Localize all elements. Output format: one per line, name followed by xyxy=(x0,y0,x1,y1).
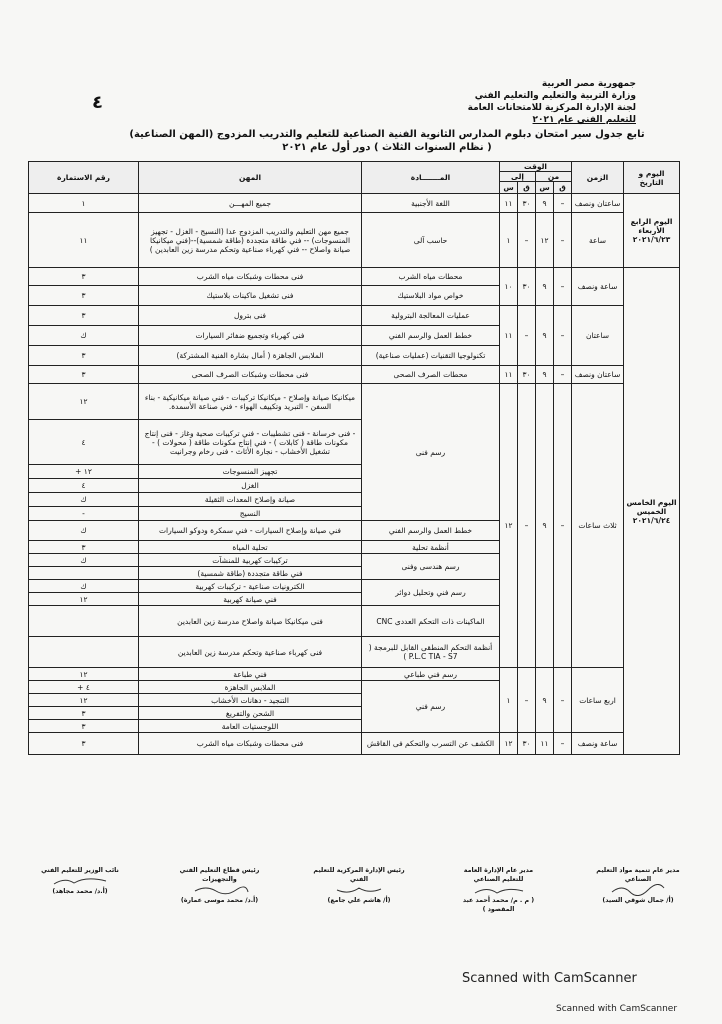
table-row xyxy=(29,213,680,268)
form-cell: ٣ xyxy=(29,268,139,286)
from-min-cell: – xyxy=(554,268,572,306)
header-from: من xyxy=(536,172,572,182)
form-cell: ١ xyxy=(29,194,139,213)
subject-cell: عمليات المعالجة البترولية xyxy=(362,306,500,326)
signature-role: رئيس الإدارة المركزية للتعليم الفني xyxy=(313,867,405,883)
from-min-cell: – xyxy=(554,384,572,668)
form-cell: ٤ xyxy=(29,479,139,493)
header-form: رقم الاستمارة xyxy=(29,162,139,194)
issuing-authority xyxy=(436,78,636,126)
professions-cell: فني صيانة كهربية xyxy=(139,593,362,606)
day-cell: اليوم الخامس الخميس ٢٠٢١/٦/٢٤ xyxy=(624,268,680,755)
from-hour-cell: ١٢ xyxy=(536,213,554,268)
subject-cell: أنظمة تحلية xyxy=(362,541,500,554)
from-hour-cell: ٩ xyxy=(536,306,554,366)
form-cell: ك xyxy=(29,326,139,346)
header-to: إلى xyxy=(500,172,536,182)
subject-cell: خطط العمل والرسم الفني xyxy=(362,521,500,541)
professions-cell: اللوجستيات العامة xyxy=(139,720,362,733)
handwritten-signature xyxy=(190,884,250,896)
duration-cell: ساعتان ونصف xyxy=(572,366,624,384)
professions-cell: صيانة وإصلاح المعدات الثقيلة xyxy=(139,493,362,507)
to-min-cell: ٣٠ xyxy=(518,268,536,306)
from-min-cell: – xyxy=(554,668,572,733)
duration-cell: ساعتان xyxy=(572,306,624,366)
form-cell: ٣ xyxy=(29,286,139,306)
signature-name: ( م . م/ محمد أحمد عبد المقصود ) xyxy=(462,897,535,913)
from-hour-cell: ٩ xyxy=(536,668,554,733)
duration-cell: ساعة ونصف xyxy=(572,268,624,306)
to-min-cell: – xyxy=(518,213,536,268)
subject-cell: الكشف عن التسرب والتحكم فى القاقش xyxy=(362,733,500,755)
table-row xyxy=(29,306,680,326)
signature-name: (أ.د/ محمد مجاهد) xyxy=(52,888,108,895)
subject-cell: محطات الصرف الصحى xyxy=(362,366,500,384)
form-cell: ١٢ xyxy=(29,694,139,707)
authority-line: جمهورية مصر العربية xyxy=(541,79,636,89)
subject-cell: محطات مياه الشرب xyxy=(362,268,500,286)
to-hour-cell: ١ xyxy=(500,213,518,268)
professions-cell: الشحن والتفريغ xyxy=(139,707,362,720)
table-row xyxy=(29,366,680,384)
professions-cell: جميع المهـــن xyxy=(139,194,362,213)
form-cell: ٣ xyxy=(29,707,139,720)
signature-block xyxy=(313,866,405,914)
professions-cell: فني طباعة xyxy=(139,668,362,681)
subject-cell: اللغة الأجنبية xyxy=(362,194,500,213)
signature-block xyxy=(34,866,126,914)
table-row xyxy=(29,194,680,213)
handwritten-signature xyxy=(469,884,529,896)
form-cell: ٣ xyxy=(29,366,139,384)
professions-cell: الملابس الجاهزة ( أمال بشارة الفنية المشتركة) xyxy=(139,346,362,366)
authority-line: وزارة التربية والتعليم والتعليم الفني xyxy=(474,91,636,101)
form-cell: - xyxy=(29,507,139,521)
from-hour-cell: ٩ xyxy=(536,268,554,306)
table-row xyxy=(29,268,680,286)
subject-cell: حاسب آلى xyxy=(362,213,500,268)
signature-name: (أ.د/ محمد موسى عمارة) xyxy=(180,897,259,904)
table-row xyxy=(29,668,680,681)
from-min-cell: – xyxy=(554,366,572,384)
form-cell xyxy=(29,567,139,580)
from-min-cell: – xyxy=(554,194,572,213)
from-hour-cell: ١١ xyxy=(536,733,554,755)
professions-cell: تجهيز المنسوجات xyxy=(139,465,362,479)
from-min-cell: – xyxy=(554,733,572,755)
to-hour-cell: ١١ xyxy=(500,194,518,213)
form-cell xyxy=(29,637,139,668)
signature-block xyxy=(174,866,266,914)
signature-block xyxy=(592,866,684,914)
subject-cell: رسم هندسى وفنى xyxy=(362,554,500,580)
exam-schedule-table xyxy=(28,161,680,755)
subject-cell: أنظمة التحكم المنطقى القابل للبرمجة ( P.L.C TIA - S7 ) xyxy=(362,637,500,668)
form-cell: ك xyxy=(29,493,139,507)
handwritten-signature xyxy=(329,884,389,896)
professions-cell: فني صيانة وإصلاح السيارات - فني سمكرة ودوكو السيارات xyxy=(139,521,362,541)
professions-cell: النسيج xyxy=(139,507,362,521)
professions-cell: فنى محطات وشبكات الصرف الصحى xyxy=(139,366,362,384)
signature-role: نائب الوزير للتعليم الفني xyxy=(41,867,119,874)
duration-cell: ثلاث ساعات xyxy=(572,384,624,668)
scanner-watermark: Scanned with CamScanner xyxy=(462,971,637,986)
handwritten-signature xyxy=(50,875,110,887)
handwritten-signature xyxy=(608,884,668,896)
to-hour-cell: ١٢ xyxy=(500,733,518,755)
signature-role: رئيس قطاع التعليم الفني والتجهيزات xyxy=(179,867,260,883)
signature-role: مدير عام تنمية مواد التعليم الصناعي xyxy=(596,867,680,883)
professions-cell: فنى محطات وشبكات مياه الشرب xyxy=(139,733,362,755)
professions-cell: الكترونيات صناعية - تركيبات كهربية xyxy=(139,580,362,593)
professions-cell: ميكانيكا صيانة وإصلاح - ميكانيكا تركيبات - فني صيانة ميكانيكية - بناء السفن - التبريد وتكييف الهواء - فني صناعة الأسمدة. xyxy=(139,384,362,420)
subject-cell: رسم فني وتحليل دوائر xyxy=(362,580,500,606)
title-line-2: ( نظام السنوات الثلاث ) دور أول عام ٢٠٢١ xyxy=(282,142,492,153)
professions-cell: فنى بترول xyxy=(139,306,362,326)
professions-cell: تحلية المياة xyxy=(139,541,362,554)
document-title xyxy=(120,128,654,154)
signature-role: مدير عام الإدارة العامة للتعليم الصناعي xyxy=(463,867,534,883)
to-min-cell: – xyxy=(518,384,536,668)
form-cell: ٤ xyxy=(29,420,139,465)
scanner-footer: Scanned with CamScanner xyxy=(556,1004,678,1014)
header-professions: المهن xyxy=(139,162,362,194)
form-cell: ١٢ xyxy=(29,593,139,606)
form-cell: ١٢ xyxy=(29,668,139,681)
header-duration: الزمن xyxy=(572,162,624,194)
professions-cell: تركيبات كهربية للمنشآت xyxy=(139,554,362,567)
professions-cell: الملابس الجاهزة xyxy=(139,681,362,694)
professions-cell: فني طاقة متجددة (طاقة شمسية) xyxy=(139,567,362,580)
from-min-cell: – xyxy=(554,213,572,268)
header-to-sec: س xyxy=(500,182,518,194)
from-hour-cell: ٩ xyxy=(536,366,554,384)
form-cell xyxy=(29,606,139,637)
authority-line: لجنة الإدارة المركزية للامتحانات العامة xyxy=(467,103,636,113)
professions-cell: التنجيد - دهانات الأخشاب xyxy=(139,694,362,707)
to-hour-cell: ١١ xyxy=(500,366,518,384)
form-cell: ١٢ + xyxy=(29,465,139,479)
professions-cell: فنى ميكانيكا صيانة واصلاح مدرسة زين العابدين xyxy=(139,606,362,637)
table-row xyxy=(29,733,680,755)
subject-cell: رسم فنى xyxy=(362,384,500,521)
subject-cell: تكنولوجيا التقنيات (عمليات صناعية) xyxy=(362,346,500,366)
form-cell: ٣ xyxy=(29,306,139,326)
form-cell: ٣ xyxy=(29,720,139,733)
table-row xyxy=(29,384,680,420)
to-hour-cell: ١٢ xyxy=(500,384,518,668)
header-from-sec: س xyxy=(536,182,554,194)
form-cell: ك xyxy=(29,580,139,593)
to-hour-cell: ١٠ xyxy=(500,268,518,306)
to-hour-cell: ١١ xyxy=(500,306,518,366)
subject-cell: رسم فني xyxy=(362,681,500,733)
professions-cell: فنى كهرباء صناعية وتحكم مدرسة زين العابدين xyxy=(139,637,362,668)
to-hour-cell: ١ xyxy=(500,668,518,733)
professions-cell: فنى تشغيل ماكينات بلاستيك xyxy=(139,286,362,306)
subject-cell: خواص مواد البلاستيك xyxy=(362,286,500,306)
header-day: اليوم و التاريخ xyxy=(624,162,680,194)
signature-name: (أ/ هاشم علي جامع) xyxy=(327,897,391,904)
form-cell: ٣ xyxy=(29,541,139,554)
professions-cell: فنى محطات وشبكات مياه الشرب xyxy=(139,268,362,286)
to-min-cell: ٣٠ xyxy=(518,366,536,384)
signature-block xyxy=(453,866,545,914)
header-subject: المـــــــادة xyxy=(362,162,500,194)
to-min-cell: ٣٠ xyxy=(518,733,536,755)
professions-cell: فنى كهرباء وتجميع ضفائر السيارات xyxy=(139,326,362,346)
form-cell: ك xyxy=(29,521,139,541)
to-min-cell: ٣٠ xyxy=(518,194,536,213)
form-cell: ١١ xyxy=(29,213,139,268)
authority-line: للتعليم الفني عام ٢٠٢١ xyxy=(532,115,636,125)
form-cell: ١٢ xyxy=(29,384,139,420)
form-cell: ٣ xyxy=(29,733,139,755)
signature-name: (أ/ جمال شوقي السيد) xyxy=(602,897,674,904)
form-cell: ك xyxy=(29,554,139,567)
header-from-min: ق xyxy=(554,182,572,194)
to-min-cell: – xyxy=(518,306,536,366)
professions-cell: - فنى خرسانة - فنى تشطيبات - فني تركيبات صحية وغاز - فنى إنتاج مكونات طاقة ( كابلات ) - فني إنتاج مكونات طاقة ( محولات ) - تشغيل الأخشاب - نجارة الأثاث - فنى رخام وجرانيت xyxy=(139,420,362,465)
day-cell: اليوم الرابع الأربعاء ٢٠٢١/٦/٢٣ xyxy=(624,194,680,268)
duration-cell: ساعة xyxy=(572,213,624,268)
page-number: ٤ xyxy=(92,92,103,113)
duration-cell: ساعتان ونصف xyxy=(572,194,624,213)
subject-cell: رسم فني طباعي xyxy=(362,668,500,681)
from-hour-cell: ٩ xyxy=(536,194,554,213)
duration-cell: ساعة ونصف xyxy=(572,733,624,755)
from-hour-cell: ٩ xyxy=(536,384,554,668)
from-min-cell: – xyxy=(554,306,572,366)
title-line-1: تابع جدول سير امتحان دبلوم المدارس الثانوية الفنية الصناعية للتعليم والتدريب المزدوج (المهن الصناعية) xyxy=(129,129,645,140)
professions-cell: جميع مهن التعليم والتدريب المزدوج عدا (النسيج - الغزل - تجهيز المنسوجات) -- فني طاقة متجددة (طاقة شمسية)--(فني ميكانيكا صيانة واصلاح -- فني كهرباء صناعية وتحكم مدرسة زين العابدين ) xyxy=(139,213,362,268)
to-min-cell: – xyxy=(518,668,536,733)
header-to-min: ق xyxy=(518,182,536,194)
professions-cell: الغزل xyxy=(139,479,362,493)
header-time: الوقت xyxy=(500,162,572,172)
subject-cell: الماكينات ذات التحكم العددى CNC xyxy=(362,606,500,637)
duration-cell: اربع ساعات xyxy=(572,668,624,733)
subject-cell: خطط العمل والرسم الفني xyxy=(362,326,500,346)
form-cell: ٤ + xyxy=(29,681,139,694)
form-cell: ٣ xyxy=(29,346,139,366)
signatures-row xyxy=(34,866,684,914)
